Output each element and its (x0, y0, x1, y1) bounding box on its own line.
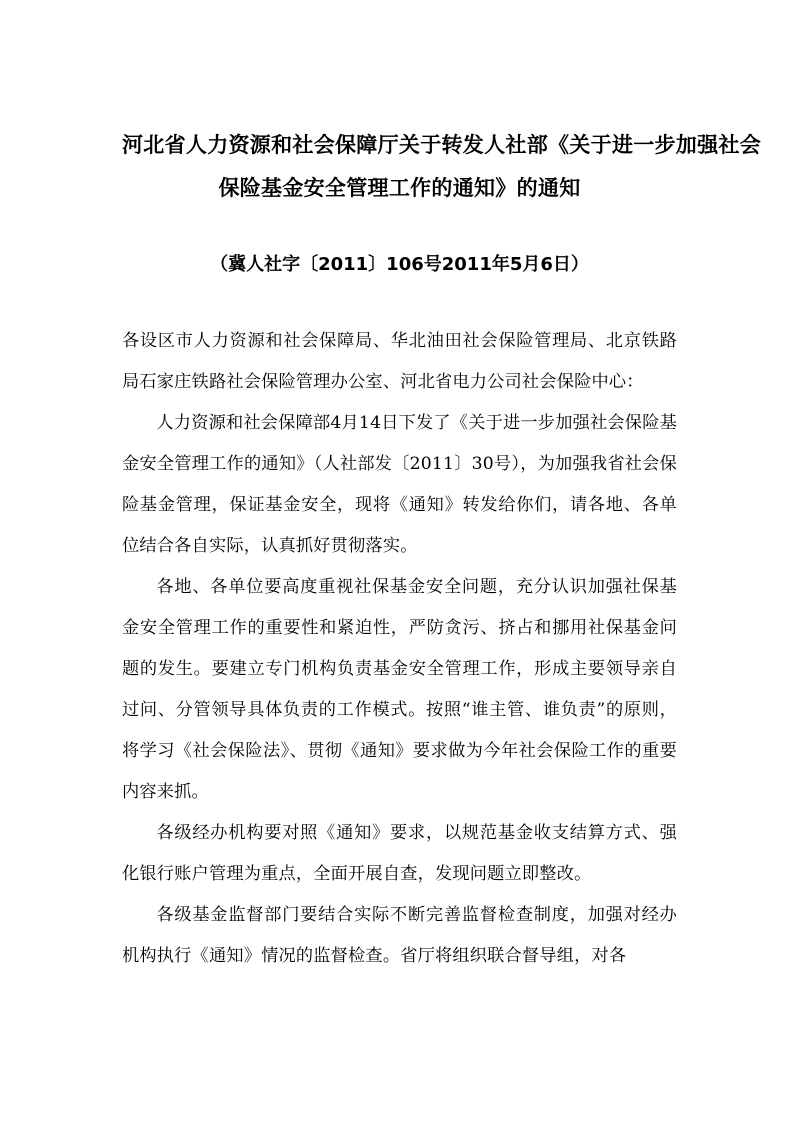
title-line-2: 保险基金安全管理工作的通知》的通知 (218, 176, 581, 200)
paragraph-2: 各地、各单位要高度重视社保基金安全问题，充分认识加强社保基金安全管理工作的重要性和紧迫性，严防贪污、挤占和挪用社保基金问题的发生。要建立专门机构负责基金安全管理工作，形成主要领导亲自过问、分管领导具体负责的工作模式。按照“谁主管、谁负责”的原则，将学习《社会保险法》、贯彻《通知》要求做为今年社会保险工作的重要内容来抓。 (122, 577, 677, 802)
title-line-1: 河北省人力资源和社会保障厅关于转发人社部《关于进一步加强社会 (122, 133, 761, 157)
document-number: （冀人社字〔2011〕106号2011年5月6日） (210, 254, 589, 275)
paragraph-3: 各级经办机构要对照《通知》要求，以规范基金收支结算方式、强化银行账户管理为重点，全面开展自查，发现问题立即整改。 (122, 823, 677, 884)
paragraph-1: 人力资源和社会保障部4月14日下发了《关于进一步加强社会保险基金安全管理工作的通知》（人社部发〔2011〕30号），为加强我省社会保险基金管理，保证基金安全，现将《通知》转发给你们，请各地、各单位结合各自实际，认真抓好贯彻落实。 (122, 413, 677, 556)
document-title (122, 124, 761, 210)
salutation: 各设区市人力资源和社会保障局、华北油田社会保险管理局、北京铁路局石家庄铁路社会保险管理办公室、河北省电力公司社会保险中心： (122, 331, 677, 392)
paragraph-4: 各级基金监督部门要结合实际不断完善监督检查制度，加强对经办机构执行《通知》情况的监督检查。省厅将组织联合督导组，对各 (122, 905, 677, 966)
document-body (122, 321, 677, 977)
